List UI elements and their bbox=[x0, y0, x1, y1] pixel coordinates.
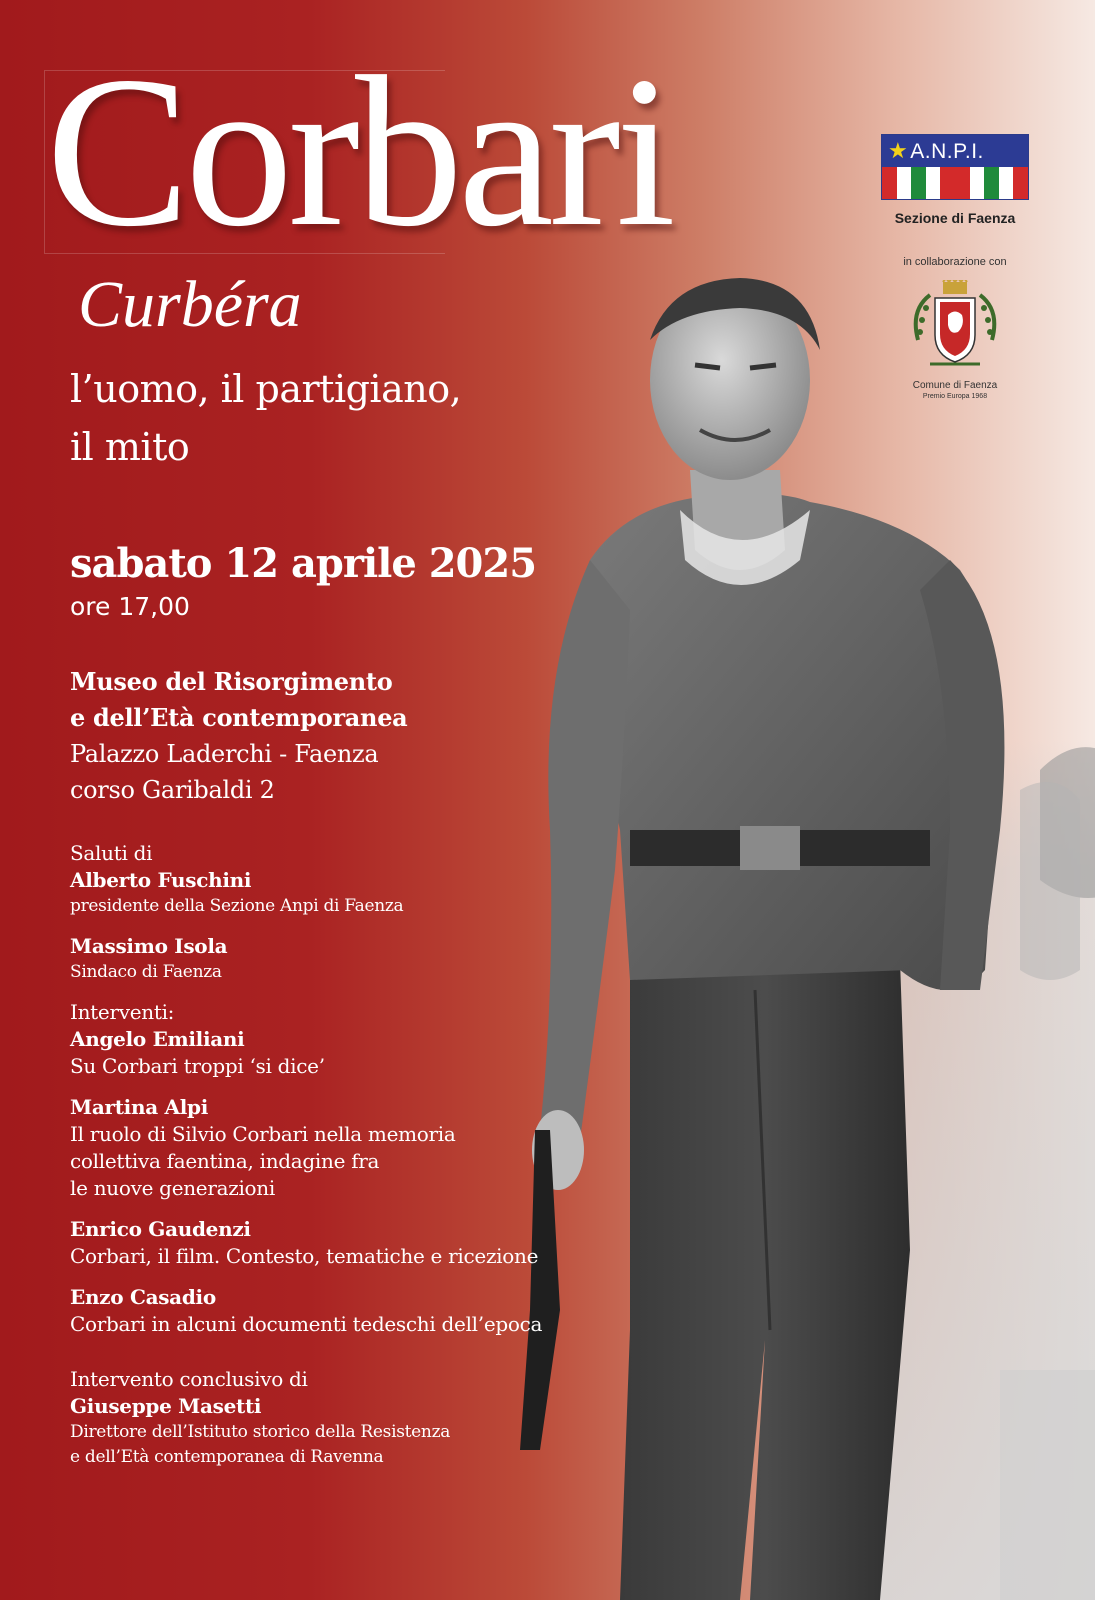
collaboration-label: in collaborazione con bbox=[903, 256, 1007, 268]
event-date: sabato 12 aprile 2025 bbox=[70, 540, 537, 587]
talk-speaker-name: Enrico Gaudenzi bbox=[70, 1217, 251, 1241]
star-icon: ★ bbox=[888, 138, 909, 163]
greeting-speaker-name: Massimo Isola bbox=[70, 934, 228, 958]
comune-award: Premio Europa 1968 bbox=[922, 393, 988, 400]
closing-label: Intervento conclusivo di bbox=[70, 1367, 308, 1391]
subtitle-line-2: il mito bbox=[70, 425, 190, 469]
greeting-speaker-name: Alberto Fuschini bbox=[70, 868, 252, 892]
venue bbox=[70, 664, 407, 808]
talk-speaker-name: Enzo Casadio bbox=[70, 1285, 216, 1309]
greetings-label: Saluti di bbox=[70, 841, 153, 865]
talk-title: Su Corbari troppi ‘si dice’ bbox=[70, 1054, 325, 1078]
anpi-section: Sezione di Faenza bbox=[894, 210, 1016, 226]
closing-speaker-name: Giuseppe Masetti bbox=[70, 1394, 262, 1418]
comune-name: Comune di Faenza bbox=[912, 380, 998, 391]
faenza-crest-icon bbox=[910, 280, 1000, 375]
subtitle bbox=[70, 360, 461, 476]
venue-name-line-2: e dell’Età contemporanea bbox=[70, 703, 408, 732]
venue-address-line-2: corso Garibaldi 2 bbox=[70, 776, 275, 804]
event-time: ore 17,00 bbox=[70, 592, 190, 621]
comune-label bbox=[880, 380, 1030, 402]
greeting-speaker-role: Sindaco di Faenza bbox=[70, 962, 222, 982]
venue-name-line-1: Museo del Risorgimento bbox=[70, 667, 393, 696]
poster-title: Corbari bbox=[46, 32, 671, 271]
talk-title: Corbari, il film. Contesto, tematiche e ricezione bbox=[70, 1244, 539, 1268]
subtitle-italic: Curbéra bbox=[78, 268, 302, 341]
talk-speaker-name: Angelo Emiliani bbox=[70, 1027, 245, 1051]
anpi-text: A.N.P.I. bbox=[910, 140, 984, 163]
anpi-emblem bbox=[881, 134, 1029, 200]
subtitle-line-1: l’uomo, il partigiano, bbox=[70, 367, 462, 411]
closing-speaker-role-line-2: e dell’Età contemporanea di Ravenna bbox=[70, 1447, 384, 1467]
talk-speaker-name: Martina Alpi bbox=[70, 1095, 209, 1119]
tricolor-stripes bbox=[882, 167, 1028, 199]
talks-label: Interventi: bbox=[70, 1000, 175, 1024]
venue-address-line-1: Palazzo Laderchi - Faenza bbox=[70, 740, 379, 768]
talk-title: Il ruolo di Silvio Corbari nella memoria collettiva faentina, indagine fra le nuove generazioni bbox=[70, 1122, 456, 1200]
closing-speaker-role-line-1: Direttore dell’Istituto storico della Resistenza bbox=[70, 1422, 451, 1442]
program bbox=[70, 840, 610, 1470]
anpi-logo bbox=[880, 134, 1030, 226]
greeting-speaker-role: presidente della Sezione Anpi di Faenza bbox=[70, 896, 404, 916]
talk-title: Corbari in alcuni documenti tedeschi dell’epoca bbox=[70, 1312, 543, 1336]
